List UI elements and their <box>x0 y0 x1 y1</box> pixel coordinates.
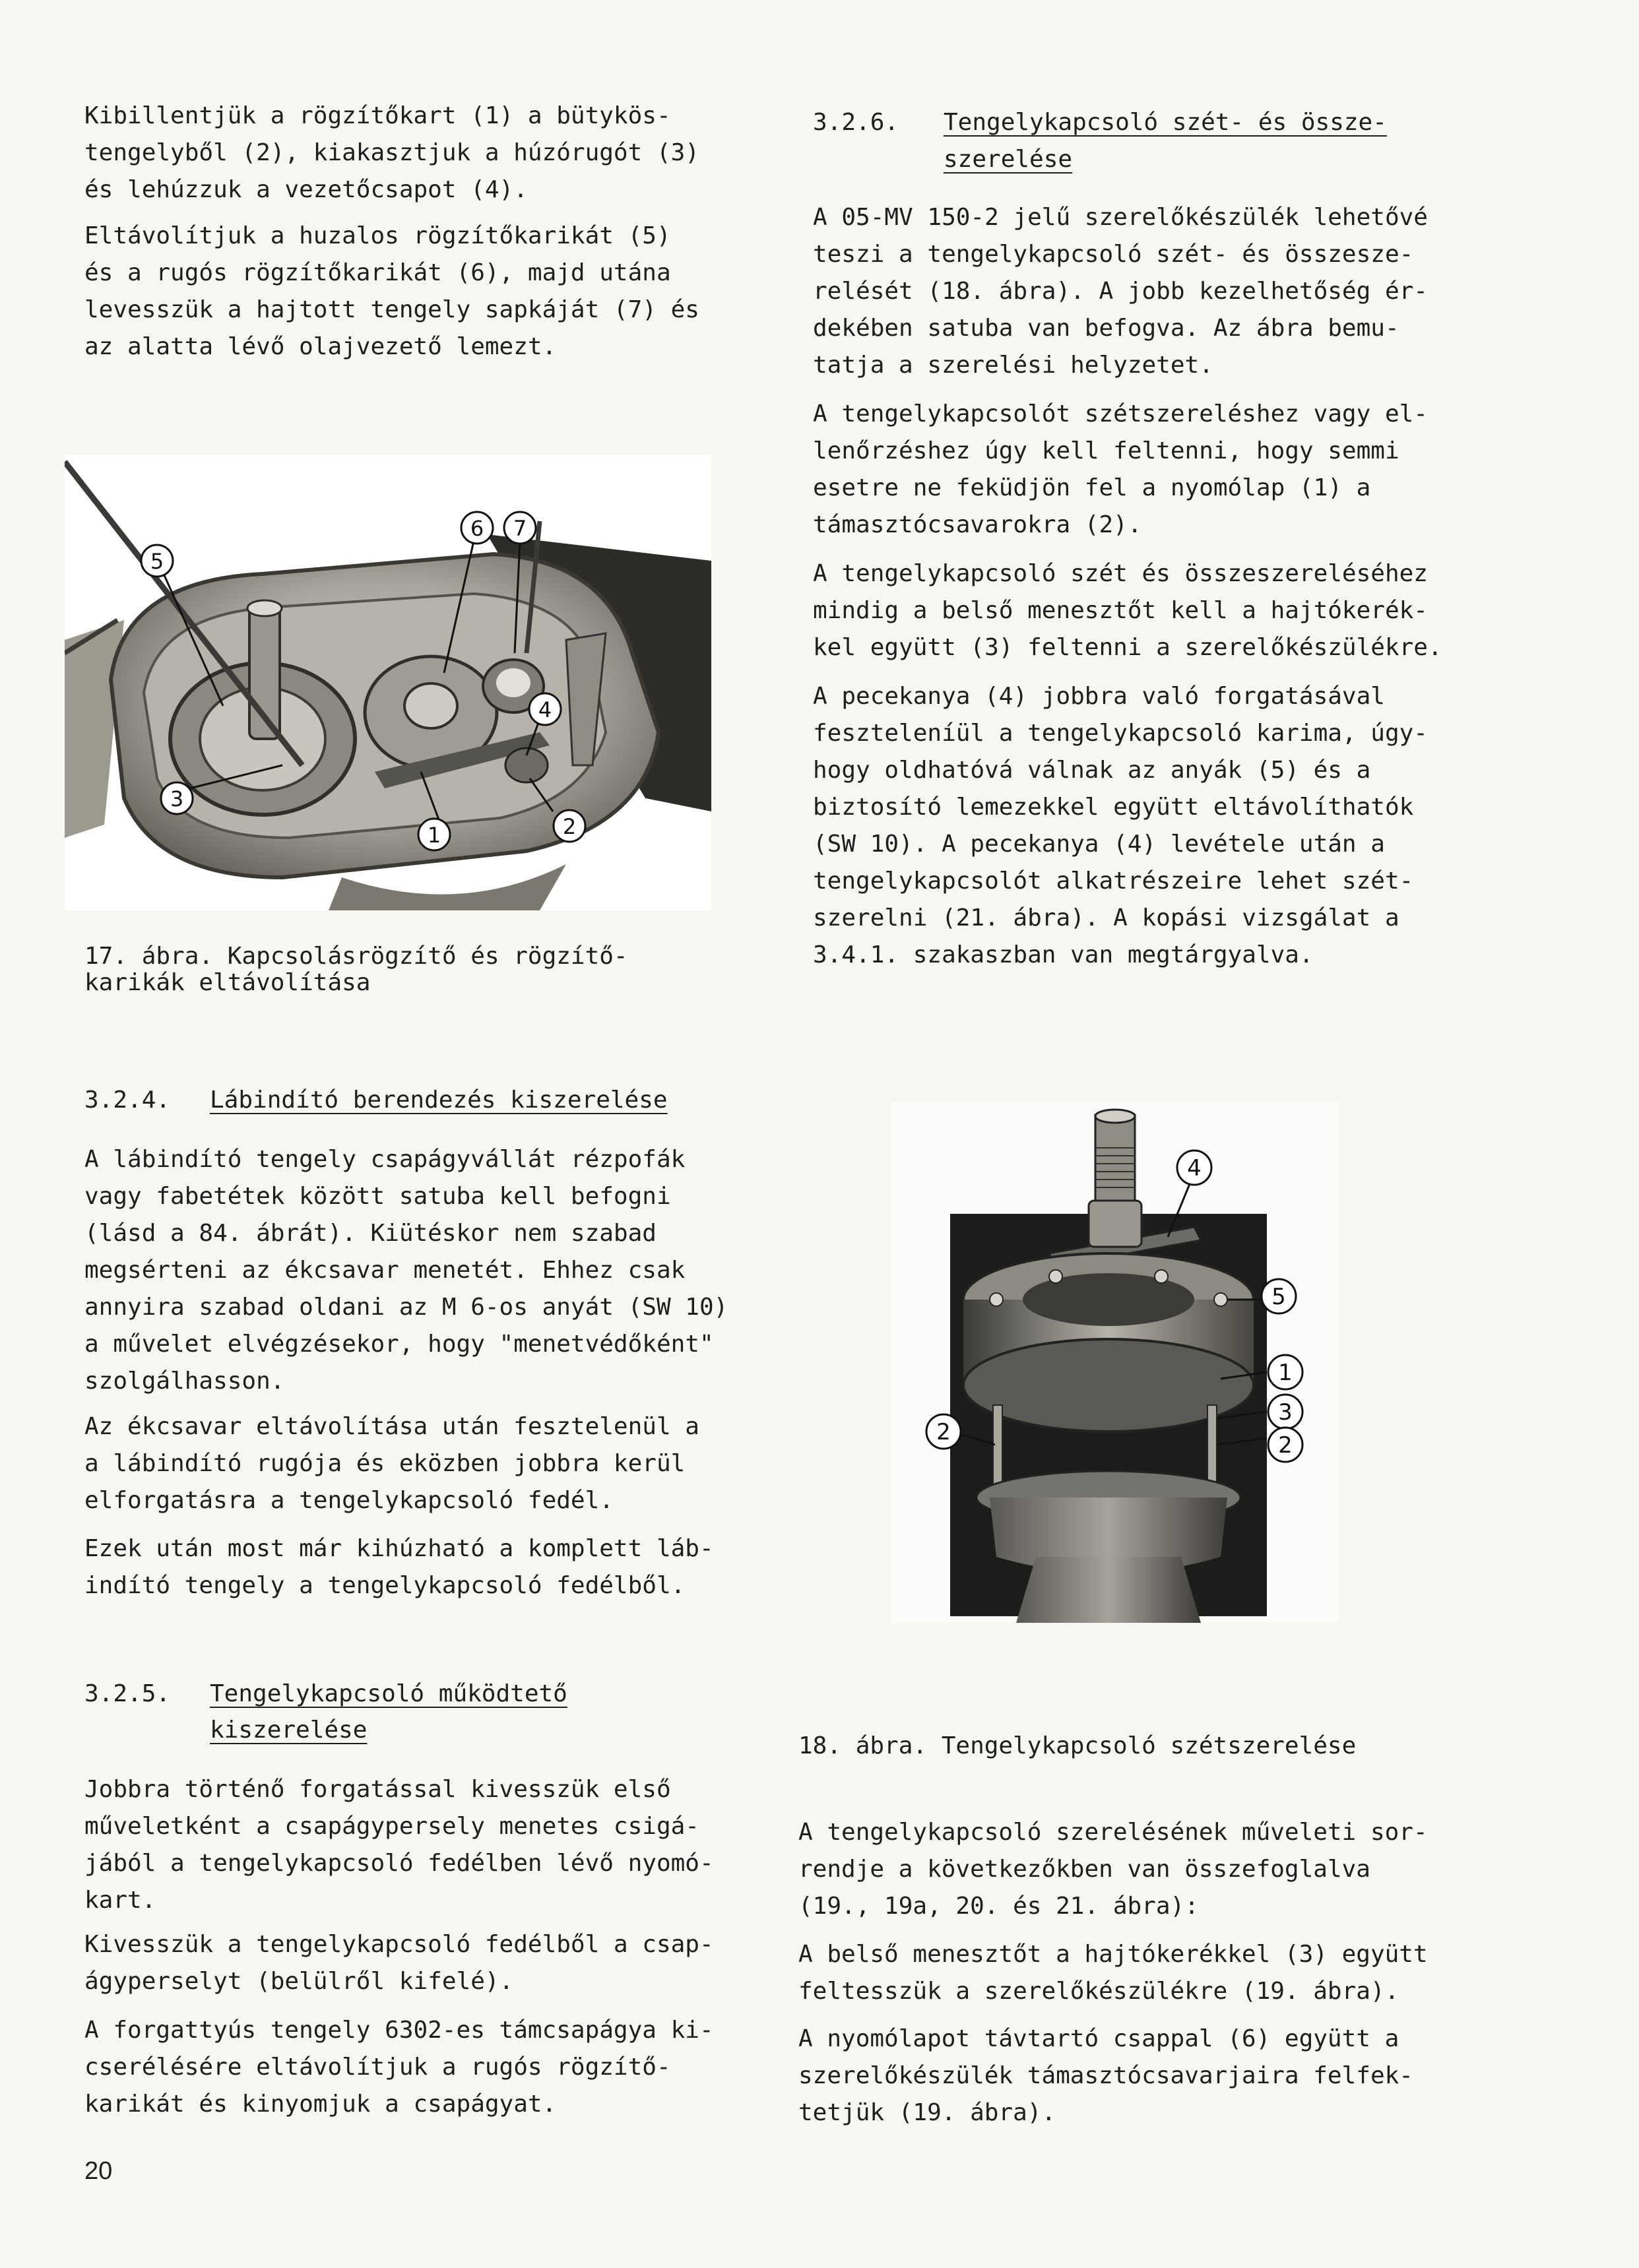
figure-18-callout-1 <box>1268 1355 1302 1389</box>
assembly-step-1: A belső menesztőt a hajtókerékkel (3) együtt feltesszük a szerelőkészülékre (19. ábra). <box>798 1941 1428 2005</box>
section-3-2-6-paragraph-3: A tengelykapcsoló szét és összeszereléséhez mindig a belső menesztőt kell a hajtókerék- kel együtt (3) feltenni a szerelőkészülékre. <box>813 560 1442 661</box>
svg-text:5: 5 <box>150 549 164 574</box>
section-3-2-6-title-line-1: Tengelykapcsoló szét- és össze- <box>944 109 1387 136</box>
figure-18-callout-2-right <box>1268 1428 1302 1462</box>
section-3-2-6-title-line-2: szerelése <box>944 146 1073 173</box>
figure-17-callout-6 <box>461 512 493 544</box>
page-number: 20 <box>84 2157 113 2185</box>
svg-text:2: 2 <box>1278 1432 1293 1459</box>
intro-paragraph-2: Eltávolítjuk a huzalos rögzítőkarikát (5) és a rugós rögzítőkarikát (6), majd utána levesszük a hajtott tengely sapkáját (7) és az alatta lévő olajvezető lemezt. <box>84 222 699 360</box>
figure-18-caption: 18. ábra. Tengelykapcsoló szétszerelése <box>798 1732 1357 1759</box>
section-3-2-5-title-line-2-wrap <box>210 1712 367 1749</box>
section-3-2-4-heading <box>84 1082 668 1119</box>
figure-17-callout-5 <box>141 545 173 577</box>
section-3-2-6-number: 3.2.6. <box>813 109 899 136</box>
svg-text:4: 4 <box>1187 1155 1202 1181</box>
svg-text:4: 4 <box>538 697 552 722</box>
svg-text:2: 2 <box>562 814 577 839</box>
section-3-2-6-title-line-2-wrap <box>944 141 1072 178</box>
section-3-2-6-paragraph-4: A pecekanya (4) jobbra való forgatásával feszteleníül a tengelykapcsoló karima, úgy- hogy oldhatóvá válnak az anyák (5) és a biztosító lemezekkel együtt eltávolíthatók (SW 10). A pecekanya (4) levétele után a tengelykapcsolót alkatrészeire lehet szét- szerelni (21. ábra). A kopási vizsgálat a 3.4.1. szakaszban van megtárgyalva. <box>813 683 1428 968</box>
figure-18-callout-3 <box>1268 1395 1302 1429</box>
figure-17-callout-3 <box>161 782 193 814</box>
svg-text:3: 3 <box>170 786 184 811</box>
section-3-2-5-title-line-2: kiszerelése <box>210 1717 368 1744</box>
section-3-2-6-paragraph-2: A tengelykapcsolót szétszereléshez vagy el- lenőrzéshez úgy kell feltenni, hogy semmi esetre ne feküdjön fel a nyomólap (1) a támasztócsavarokra (2). <box>813 400 1428 538</box>
section-3-2-5-heading <box>84 1676 567 1713</box>
svg-text:3: 3 <box>1278 1399 1293 1426</box>
section-3-2-4-paragraph-2: Az ékcsavar eltávolítása után fesztelenül a a lábindító rugója és eközben jobbra kerül elforgatásra a tengelykapcsoló fedél. <box>84 1413 699 1514</box>
section-3-2-4-number: 3.2.4. <box>84 1087 171 1114</box>
section-3-2-5-paragraph-2: Kivesszük a tengelykapcsoló fedélből a csap- ágyperselyt (belülről kifelé). <box>84 1931 714 1995</box>
section-3-2-4-title: Lábindító berendezés kiszerelése <box>210 1087 668 1114</box>
section-3-2-4-paragraph-1: A lábindító tengely csapágyvállát rézpofák vagy fabetétek között satuba kell befogni (lásd a 84. ábrát). Kiütéskor nem szabad megsérteni az ékcsavar menetét. Ehhez csak annyira szabad oldani az M 6-os anyát (SW 10) a művelet elvégzésekor, hogy "menetvédőként" szolgálhasson. <box>84 1146 728 1395</box>
section-3-2-4-paragraph-3: Ezek után most már kihúzható a komplett láb- indító tengely a tengelykapcsoló fedélből. <box>84 1535 714 1599</box>
figure-18-callout-2-left <box>926 1414 961 1449</box>
section-3-2-5-number: 3.2.5. <box>84 1680 171 1707</box>
intro-paragraph-1: Kibillentjük a rögzítőkart (1) a bütykös- tengelyből (2), kiakasztjuk a húzórugót (3) és lehúzzuk a vezetőcsapot (4). <box>84 102 699 203</box>
figure-17-callout-4 <box>529 693 561 725</box>
assembly-step-2: A nyomólapot távtartó csappal (6) együtt a szerelőkészülék támasztócsavarjaira felfek- tetjük (19. ábra). <box>798 2025 1413 2126</box>
figure-18-callout-5 <box>1262 1279 1296 1313</box>
section-3-2-6-paragraph-1: A 05-MV 150-2 jelű szerelőkészülék lehetővé teszi a tengelykapcsoló szét- és összesze- relését (18. ábra). A jobb kezelhetőség ér- dekében satuba van befogva. Az ábra bemu- tatja a szerelési helyzetet. <box>813 204 1428 379</box>
svg-text:5: 5 <box>1271 1284 1286 1310</box>
section-3-2-5-paragraph-1: Jobbra történő forgatással kivesszük első műveletként a csapágypersely menetes csigá- jából a tengelykapcsoló fedélben lévő nyomó- kart. <box>84 1776 714 1914</box>
svg-text:6: 6 <box>470 516 484 541</box>
svg-text:7: 7 <box>513 516 527 541</box>
section-3-2-6-heading <box>813 104 1387 141</box>
figure-18-clutch-fixture-photo <box>891 1102 1339 1623</box>
assembly-intro-paragraph: A tengelykapcsoló szerelésének műveleti sor- rendje a következőkben van összefoglalva (19., 19a, 20. és 21. ábra): <box>798 1819 1428 1920</box>
svg-text:1: 1 <box>1278 1360 1293 1386</box>
section-3-2-5-title-line-1: Tengelykapcsoló működtető <box>210 1680 567 1707</box>
svg-text:2: 2 <box>936 1419 951 1445</box>
figure-17-callout-2 <box>554 810 585 842</box>
svg-text:1: 1 <box>427 823 441 848</box>
figure-17-callout-7 <box>504 512 536 544</box>
figure-17-gearbox-photo <box>65 455 711 910</box>
figure-17-caption: 17. ábra. Kapcsolásrögzítő és rögzítő- karikák eltávolítása <box>84 943 628 996</box>
figure-17-callout-1 <box>418 819 450 850</box>
figure-18-callout-4 <box>1177 1150 1211 1185</box>
section-3-2-5-paragraph-3: A forgattyús tengely 6302-es támcsapágya ki- cserélésére eltávolítjuk a rugós rögzítő- karikát és kinyomjuk a csapágyat. <box>84 2017 714 2118</box>
